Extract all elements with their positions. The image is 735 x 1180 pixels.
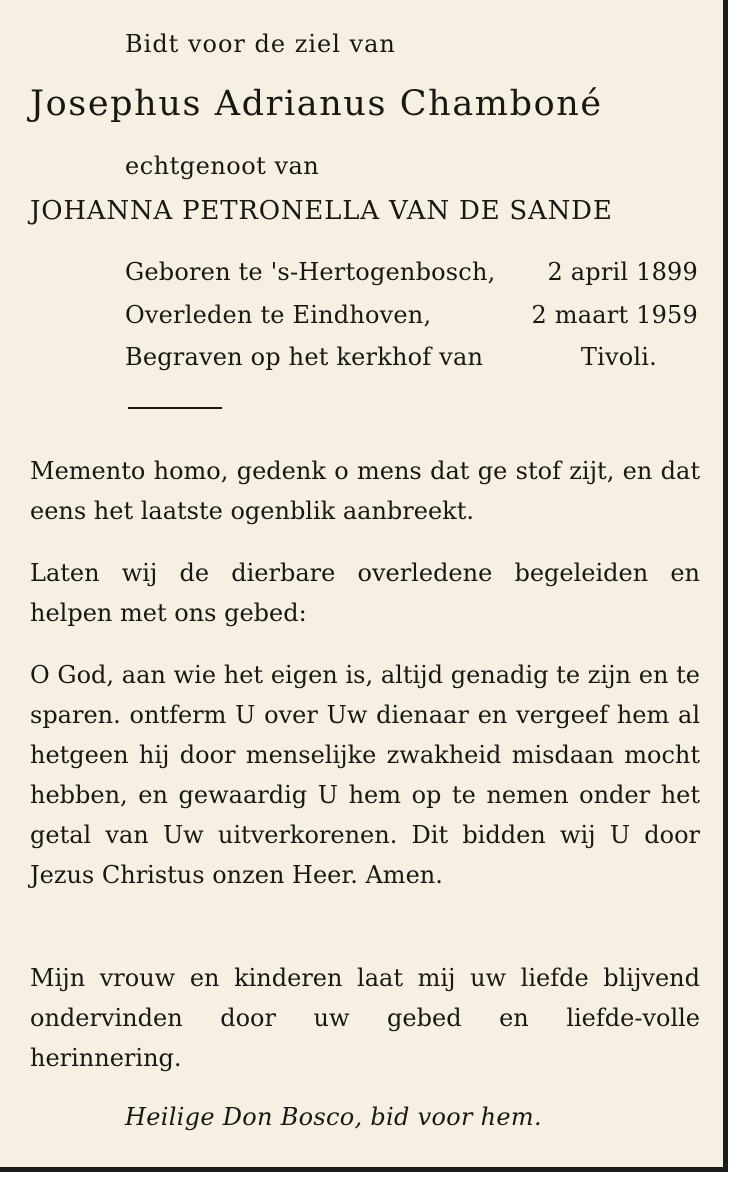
burial-place: Tivoli. xyxy=(580,343,657,371)
family-paragraph: Mijn vrouw en kinderen laat mij uw liefde blijvend ondervinden door uw gebed en liefde-volle herinnering. xyxy=(30,964,700,1072)
closing-invocation: Heilige Don Bosco, bid voor hem. xyxy=(125,1103,542,1131)
birth-place: Geboren te 's-Hertogenbosch, xyxy=(125,258,496,286)
spouse-label: echtgenoot van xyxy=(125,152,320,180)
deceased-name: Josephus Adrianus Chamboné xyxy=(30,84,603,124)
divider xyxy=(128,407,222,409)
spouse-name: JOHANNA PETRONELLA VAN DE SANDE xyxy=(30,196,613,226)
prayer-paragraph: O God, aan wie het eigen is, altijd genadig te zijn en te sparen. ontferm U over Uw dienaar en vergeef hem al hetgeen hij door menselijke zwakheid misdaan mocht hebben, en gewaardig U hem op te nemen onder het getal van Uw uitverkorenen. Dit bidden wij U door Jezus Christus onzen Heer. Amen. xyxy=(30,661,700,889)
birth-date: 2 april 1899 xyxy=(547,258,698,286)
burial-line xyxy=(125,343,657,371)
death-place: Overleden te Eindhoven, xyxy=(125,301,432,329)
invitation-paragraph: Laten wij de dierbare overledene begeleiden en helpen met ons gebed: xyxy=(30,559,700,627)
intro-line: Bidt voor de ziel van xyxy=(125,30,396,58)
death-date: 2 maart 1959 xyxy=(531,301,698,329)
memento-paragraph: Memento homo, gedenk o mens dat ge stof zijt, en dat eens het laatste ogenblik aanbreekt. xyxy=(30,457,700,525)
burial-text: Begraven op het kerkhof van xyxy=(125,343,484,371)
death-line xyxy=(125,301,698,329)
birth-line xyxy=(125,258,698,286)
